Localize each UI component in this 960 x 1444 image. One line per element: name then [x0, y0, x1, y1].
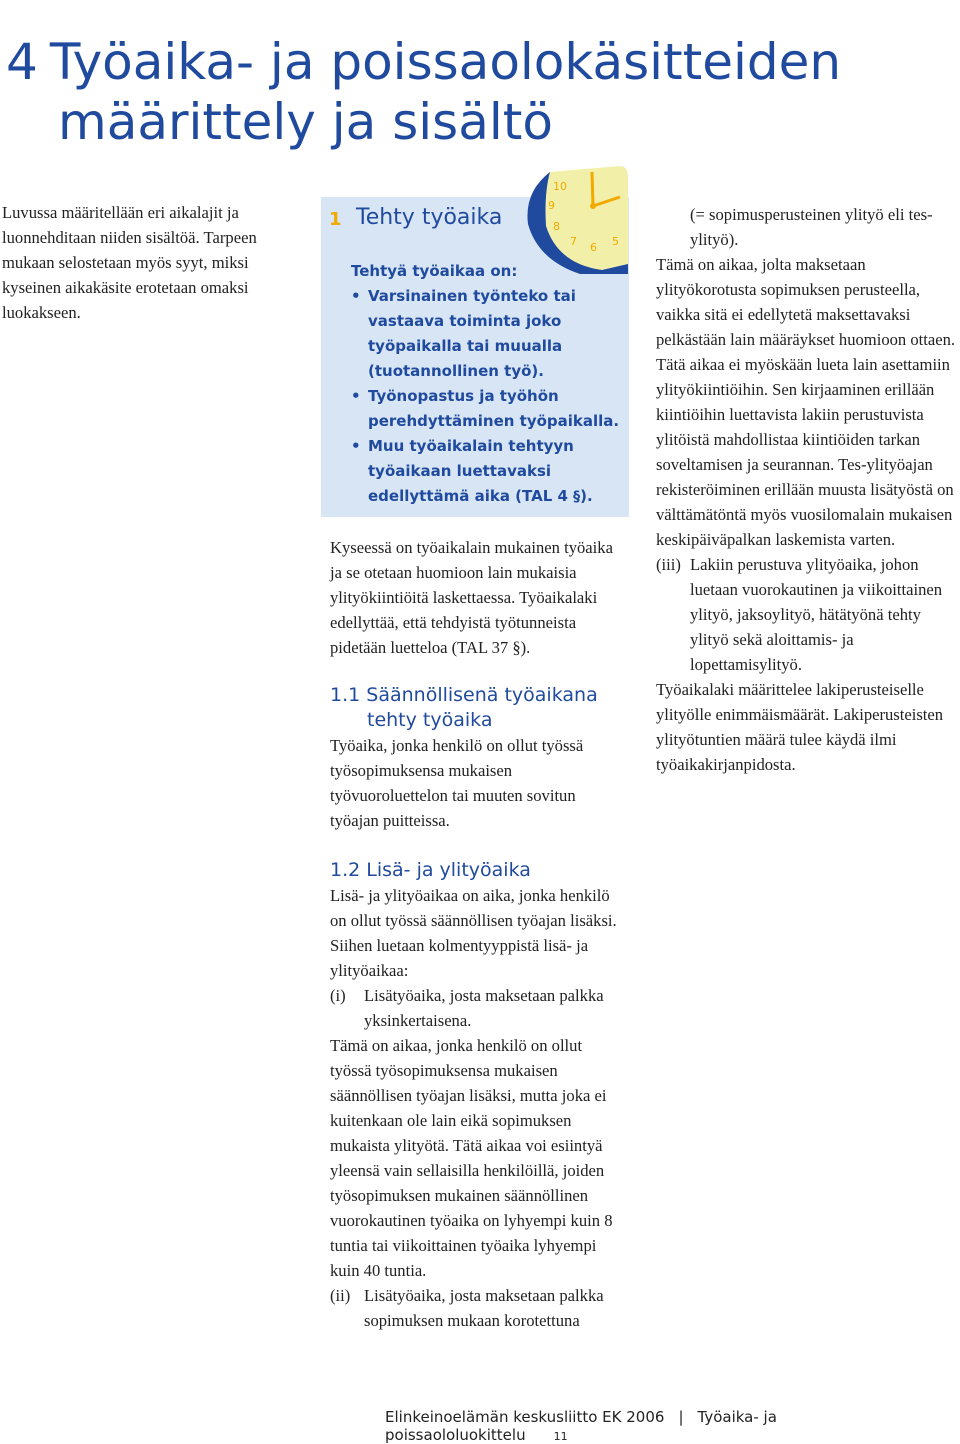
box-title: Tehty työaika — [356, 205, 503, 230]
intro-column — [2, 200, 302, 325]
box-number: 1 — [329, 209, 342, 230]
section-title: tehty työaika — [367, 709, 493, 731]
section-1-1 — [330, 683, 626, 833]
clock-icon — [520, 164, 630, 274]
intro-text: Luvussa määritellään eri aikalajit ja luonnehditaan niiden sisältöä. Tarpeen mukaan selostetaan myös syyt, miksi kyseinen aikakäsite erotetaan omaksi luokakseen. — [2, 203, 257, 322]
list-item — [656, 552, 958, 677]
section-1-2 — [330, 858, 626, 1333]
box-bullet: • Työnopastus ja työhön perehdyttäminen työpaikalla. — [351, 384, 621, 434]
list-marker: (i) — [330, 986, 346, 1005]
box-bullet-list — [351, 284, 621, 510]
box-followup — [330, 535, 626, 660]
heading-line-1: Työaika- ja poissaolokäsitteiden — [49, 32, 842, 91]
paragraph: Työaika, jonka henkilö on ollut työssä työsopimuksensa mukaisen työvuoroluettelon tai muuten sovitun työajan puitteissa. — [330, 736, 584, 830]
clock-number: 9 — [548, 199, 555, 212]
clock-number: 6 — [590, 241, 597, 254]
chapter-number: 4 — [6, 32, 38, 91]
clock-hand — [592, 172, 593, 206]
list-item — [330, 983, 626, 1033]
paragraph: Lisä- ja ylityöaikaa on aika, jonka henkilö on ollut työssä säännöllisen työajan lisäksi. Siihen luetaan kolmentyyppistä lisä- ja ylityöaikaa: — [330, 886, 617, 980]
paragraph: Tämä on aikaa, jolta maksetaan ylityökorotusta sopimuksen perusteella, vaikka sitä ei edellytetä maksettavaksi pelkästään lain määräykset huomioon ottaen. Tätä aikaa ei myöskään lueta lain asettamiin ylityökiintiöihin. Sen kirjaaminen erillään kiintiöihin luettavista lakiin perustuvista ylitöistä mahdollistaa kiintiöiden tarkan soveltamisen ja seurannan. Tes-ylityöajan rekisteröiminen erillään muusta lisätyöstä on välttämätöntä myös vuosilomalain mukaisen keskipäiväpalkan laskemista varten. — [656, 255, 956, 549]
footer-separator: | — [678, 1408, 684, 1426]
section-title: Säännöllisenä työaikana — [366, 684, 598, 706]
section-number: 1.2 — [330, 859, 361, 881]
list-text: Lakiin perustuva ylityöaika, johon luetaan vuorokautinen ja viikoittainen ylityö, jaksoylityö, hätätyönä tehty ylityö sekä aloittamis- ja lopettamisylityö. — [690, 555, 943, 674]
clock-center — [590, 203, 596, 209]
page-heading — [6, 32, 946, 152]
page-footer — [385, 1408, 960, 1444]
section-title: Lisä- ja ylityöaika — [366, 859, 531, 881]
page-number: 11 — [553, 1430, 568, 1443]
clock-number: 7 — [570, 235, 577, 248]
box-bullet: • Muu työaikalain tehtyyn työaikaan luettavaksi edellyttämä aika (TAL 4 §). — [351, 434, 621, 510]
paragraph: Kyseessä on työaikalain mukainen työaika ja se otetaan huomioon lain mukaisia ylityökiintiöitä laskettaessa. Työaikalaki edellyttää, että tehdyistä työtunneista pidetään luetteloa (TAL 37 §). — [330, 538, 613, 657]
box-bullet: • Varsinainen työnteko tai vastaava toiminta joko työpaikalla tai muualla (tuotannollinen työ). — [351, 284, 621, 384]
right-column — [656, 202, 958, 777]
section-heading — [330, 858, 626, 883]
list-text: Lisätyöaika, josta maksetaan palkka yksinkertaisena. — [364, 986, 604, 1030]
footer-title: Työaika- ja poissaololuokittelu — [385, 1408, 777, 1444]
paragraph: (= sopimusperusteinen ylityö eli tes-ylityö). — [690, 205, 933, 249]
list-item — [330, 1283, 626, 1333]
paragraph: Tämä on aikaa, jonka henkilö on ollut työssä työsopimuksensa mukaisen säännöllisen työajan lisäksi, mutta joka ei kuitenkaan ole lain eikä sopimuksen mukaista ylityötä. Tätä aikaa voi esiintyä yleensä vain sellaisilla henkilöillä, joiden työsopimuksen mukainen säännöllinen vuorokautinen työaika on lyhyempi kuin 8 tuntia tai viikoittainen työaika lyhyempi kuin 40 tuntia. — [330, 1036, 613, 1280]
box-intro: Tehtyä työaikaa on: — [351, 262, 518, 280]
paragraph: Työaikalaki määrittelee lakiperusteiselle ylityölle enimmäismäärät. Lakiperusteisten ylityötuntien määrä tulee käydä ilmi työaikakirjanpidosta. — [656, 680, 944, 774]
clock-number: 5 — [612, 235, 619, 248]
section-number: 1.1 — [330, 684, 361, 706]
heading-line-2: määrittely ja sisältö — [58, 92, 553, 151]
clock-number: 10 — [553, 180, 567, 193]
paragraph-sign: § — [573, 489, 581, 505]
box-body — [351, 259, 621, 510]
clock-number: 8 — [553, 220, 560, 233]
footer-publisher: Elinkeinoelämän keskusliitto EK 2006 — [385, 1408, 665, 1426]
list-text: Lisätyöaika, josta maksetaan palkka sopimuksen mukaan korotettuna — [364, 1286, 604, 1330]
list-marker: (ii) — [330, 1286, 351, 1305]
list-marker: (iii) — [656, 555, 681, 574]
section-heading — [330, 683, 626, 733]
